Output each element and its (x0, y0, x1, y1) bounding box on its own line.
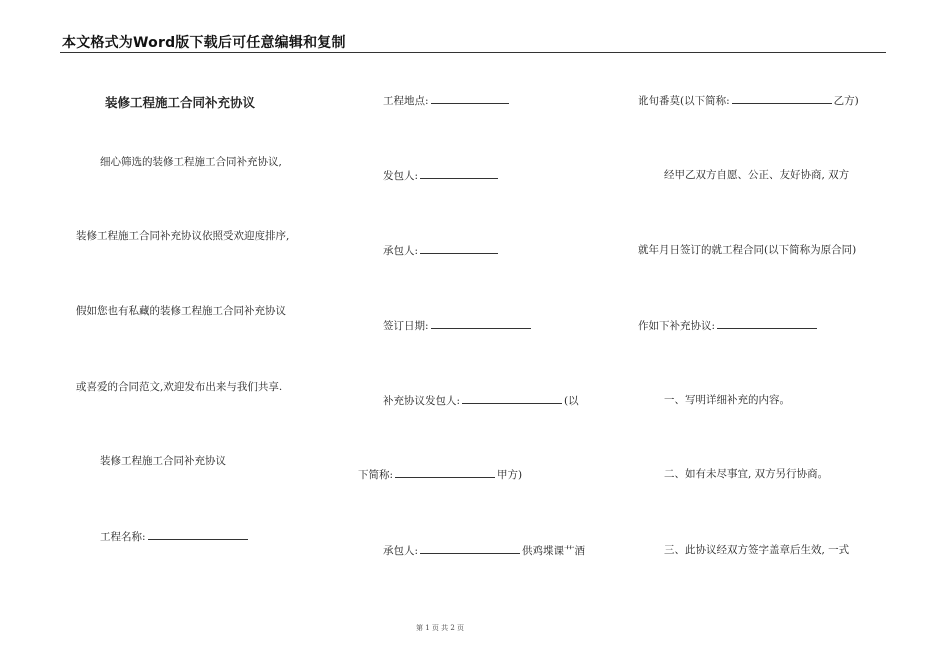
col1-paragraph-2: 装修工程施工合同补充协议依照受欢迎度排序, (76, 230, 290, 242)
contract-title: 装修工程施工合同补充协议 (105, 95, 256, 110)
project-location-blank (431, 93, 509, 104)
party-b-label: 讹旬番莫(以下简称: (638, 95, 730, 107)
supplement-employer-blank (462, 393, 562, 404)
project-location-line (383, 93, 511, 108)
supplement-employer-label: 补充协议发包人: (383, 395, 461, 407)
party-a-line (358, 467, 522, 482)
clause-2: 二、如有未尽事宜, 双方另行协商。 (664, 468, 829, 480)
project-name-line (100, 529, 250, 544)
employer-label: 发包人: (383, 170, 419, 182)
supplement-employer-suffix: (以 (564, 395, 579, 407)
signing-date-blank (431, 318, 531, 329)
employer-line (383, 168, 500, 183)
contractor-2-blank (420, 543, 520, 554)
contractor-line (383, 243, 500, 258)
col1-paragraph-3: 假如您也有私藏的装修工程施工合同补充协议 (76, 305, 286, 317)
col1-paragraph-4: 或喜爱的合同范文,欢迎发布出来与我们共享. (76, 381, 283, 393)
contractor-label: 承包人: (383, 245, 419, 257)
party-b-line (638, 93, 859, 108)
contractor-2-suffix: 供鸡堞课艹酒 (522, 545, 586, 557)
col3-paragraph-3: 就年月日签订的就工程合同(以下简称为原合同) (638, 244, 857, 256)
signing-date-line (383, 318, 533, 333)
project-location-label: 工程地点: (383, 95, 429, 107)
supplement-employer-line (383, 393, 579, 408)
header-divider (60, 52, 886, 53)
contractor-2-line (383, 543, 585, 558)
col1-paragraph-1: 细心筛选的装修工程施工合同补充协议, (100, 156, 282, 168)
party-a-blank (395, 467, 495, 478)
supplement-agreement-label: 作如下补充协议: (638, 320, 716, 332)
project-name-label: 工程名称: (100, 531, 146, 543)
employer-blank (420, 168, 498, 179)
supplement-agreement-blank (717, 318, 817, 329)
clause-1: 一、写明详细补充的内容。 (664, 394, 790, 406)
party-a-suffix: 甲方) (497, 469, 523, 481)
contractor-blank (420, 243, 498, 254)
party-b-suffix: 乙方) (833, 95, 859, 107)
party-b-blank (732, 93, 832, 104)
document-header-title: 本文格式为Word版下载后可任意编辑和复制 (62, 35, 346, 51)
col1-paragraph-5: 装修工程施工合同补充协议 (100, 455, 226, 467)
clause-3: 三、此协议经双方签字盖章后生效, 一式 (664, 544, 850, 556)
supplement-agreement-line (638, 318, 819, 333)
signing-date-label: 签订日期: (383, 320, 429, 332)
party-a-label: 下简称: (358, 469, 394, 481)
project-name-blank (148, 529, 248, 540)
col3-paragraph-2: 经甲乙双方自愿、公正、友好协商, 双方 (664, 169, 850, 181)
page-number: 第 1 页 共 2 页 (415, 624, 465, 632)
contractor-2-label: 承包人: (383, 545, 419, 557)
